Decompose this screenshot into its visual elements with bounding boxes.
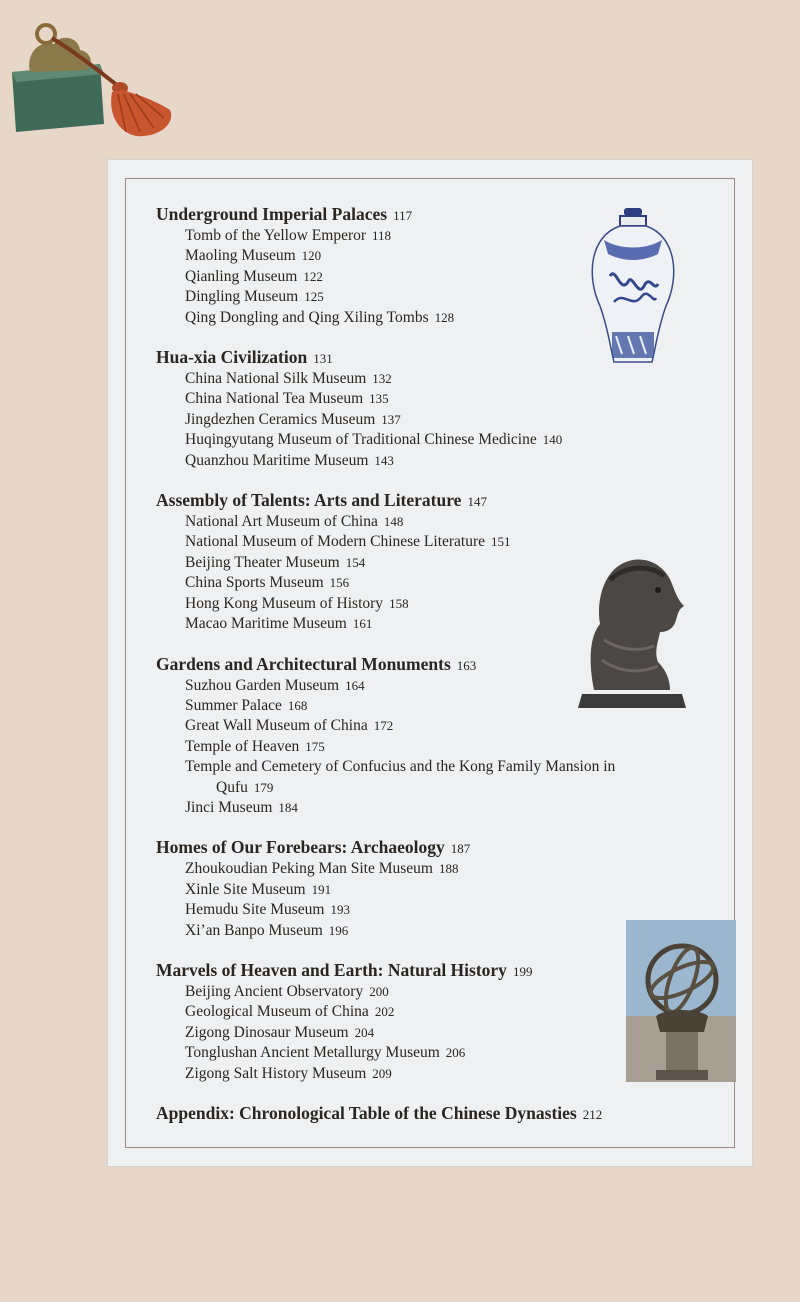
entry-name: Hong Kong Museum of History [185,594,384,612]
toc-entry[interactable] [156,287,736,307]
entry-name: Summer Palace [185,696,282,714]
entry-name: Qianling Museum [185,267,298,285]
appendix-entry[interactable] [156,1103,736,1125]
toc-entry[interactable] [156,859,736,879]
toc-entry[interactable] [156,798,736,818]
entry-name: Tomb of the Yellow Emperor [185,227,367,244]
toc-entry[interactable] [156,369,736,389]
entry-page-number: 204 [354,1024,375,1040]
entry-name: Xi’an Banpo Museum [185,921,323,939]
toc-entry[interactable] [156,1002,736,1022]
toc-section [156,654,736,819]
toc-section [156,347,736,471]
entry-page-number: 140 [542,432,563,448]
toc-entry[interactable] [156,1043,736,1063]
section-title[interactable] [156,960,736,982]
entry-page-number: 184 [278,799,298,815]
toc-entry[interactable] [156,676,736,696]
toc-entry[interactable] [156,696,736,716]
entry-name: Tonglushan Ancient Metallurgy Museum [185,1044,440,1062]
toc-entry[interactable] [156,737,736,757]
entry-page-number: 135 [369,391,389,407]
entry-page-number: 200 [369,983,389,999]
entry-page-number: 179 [253,779,274,795]
entry-page-number: 172 [373,718,394,734]
entry-name: Great Wall Museum of China [185,717,368,735]
toc-entry[interactable] [156,594,736,614]
toc-entry[interactable] [156,921,736,941]
toc-entry[interactable] [156,389,736,409]
section-page-number: 163 [456,657,477,673]
entry-page-number: 154 [345,554,366,570]
toc-entry[interactable] [156,308,736,328]
section-title[interactable] [156,837,736,859]
entry-page-number: 193 [330,902,350,918]
appendix-title: Appendix: Chronological Table of the Chinese Dynasties [156,1103,577,1123]
entry-page-number: 148 [383,514,404,530]
entry-page-number: 132 [372,371,392,387]
toc-entry[interactable] [156,246,736,266]
entry-name: Maoling Museum [185,247,296,265]
entry-page-number: 125 [304,289,324,305]
toc-entry[interactable] [156,226,736,246]
entry-page-number: 151 [491,534,511,550]
entry-name: Dingling Museum [185,288,299,306]
toc-entry[interactable] [156,267,736,287]
toc-entry[interactable] [156,553,736,573]
section-title[interactable] [156,347,736,369]
entry-name: Zhoukoudian Peking Man Site Museum [185,860,433,878]
toc-entry[interactable] [156,512,736,532]
toc-entry[interactable] [156,716,736,736]
entry-name: Qing Dongling and Qing Xiling Tombs [185,308,429,326]
section-title-text: Homes of Our Forebears: Archaeology [156,837,445,858]
toc-entry[interactable] [156,900,736,920]
section-title-text: Gardens and Architectural Monuments [156,653,451,674]
entry-name: Jingdezhen Ceramics Museum [185,410,376,428]
entry-name: Macao Maritime Museum [185,615,347,633]
section-title[interactable] [156,654,736,676]
entry-page-number: 196 [328,922,349,938]
entry-name: Beijing Ancient Observatory [185,982,364,1000]
toc-entry[interactable] [156,1023,736,1043]
toc-section [156,837,736,941]
entry-page-number: 158 [389,595,409,611]
entry-name: Huqingyutang Museum of Traditional Chinese Medicine [185,431,537,449]
entry-name: China National Silk Museum [185,370,367,388]
toc-section [156,204,736,328]
section-page-number: 199 [512,963,533,979]
toc-entry[interactable] [156,757,736,798]
entry-page-number: 161 [352,616,373,632]
entry-name: Beijing Theater Museum [185,553,340,571]
entry-page-number: 120 [301,248,322,264]
entry-name: China Sports Museum [185,574,324,592]
entry-page-number: 209 [372,1065,392,1081]
appendix-page-number: 212 [582,1107,603,1122]
section-title-text: Assembly of Talents: Arts and Literature [156,490,462,511]
toc-entry[interactable] [156,880,736,900]
section-title[interactable] [156,204,736,226]
section-title-text: Marvels of Heaven and Earth: Natural History [156,959,507,980]
entry-page-number: 143 [374,452,394,468]
entry-page-number: 188 [439,861,459,877]
entry-page-number: 122 [303,268,323,284]
entry-name: Geological Museum of China [185,1003,369,1021]
entry-page-number: 118 [372,228,392,243]
entry-page-number: 164 [345,677,365,693]
entry-name: China National Tea Museum [185,390,364,408]
toc-entry[interactable] [156,573,736,593]
toc-entry[interactable] [156,430,736,450]
toc-entry[interactable] [156,451,736,471]
section-page-number: 117 [393,208,413,223]
toc-section [156,960,736,1084]
toc-entry[interactable] [156,614,736,634]
section-title[interactable] [156,490,736,512]
entry-name: National Art Museum of China [185,513,378,531]
entry-page-number: 137 [381,411,401,427]
section-page-number: 187 [450,841,471,857]
entry-name: Hemudu Site Museum [185,901,325,919]
entry-name: Jinci Museum [185,798,273,816]
section-page-number: 147 [467,494,487,510]
seal-tassel-image [8,14,178,139]
entry-name: Suzhou Garden Museum [185,676,340,694]
entry-page-number: 156 [329,575,350,591]
section-page-number: 131 [313,351,333,367]
section-title-text: Hua-xia Civilization [156,347,308,368]
entry-name-continued [185,778,708,798]
entry-page-number: 191 [311,881,332,897]
entry-name: Temple of Heaven [185,737,300,755]
toc-section [156,490,736,634]
section-title-text: Underground Imperial Palaces [156,204,388,224]
entry-name: Temple and Cemetery of Confucius and the Kong Family Mansion in [185,758,616,776]
entry-page-number: 202 [374,1004,395,1020]
entry-page-number: 128 [434,309,455,325]
entry-page-number: 175 [305,738,325,754]
entry-page-number: 206 [445,1045,466,1061]
entry-name: Quanzhou Maritime Museum [185,451,369,469]
entry-name: Xinle Site Museum [185,880,306,898]
entry-name: Zigong Salt History Museum [185,1064,367,1082]
entry-name-continued-text: Qufu [216,778,248,796]
entry-name: Zigong Dinosaur Museum [185,1023,349,1041]
toc-entry[interactable] [156,532,736,552]
table-of-contents [156,204,736,1125]
entry-page-number: 168 [287,697,308,713]
toc-entry[interactable] [156,1064,736,1084]
entry-name: National Museum of Modern Chinese Literature [185,533,486,551]
toc-entry[interactable] [156,410,736,430]
toc-entry[interactable] [156,982,736,1002]
